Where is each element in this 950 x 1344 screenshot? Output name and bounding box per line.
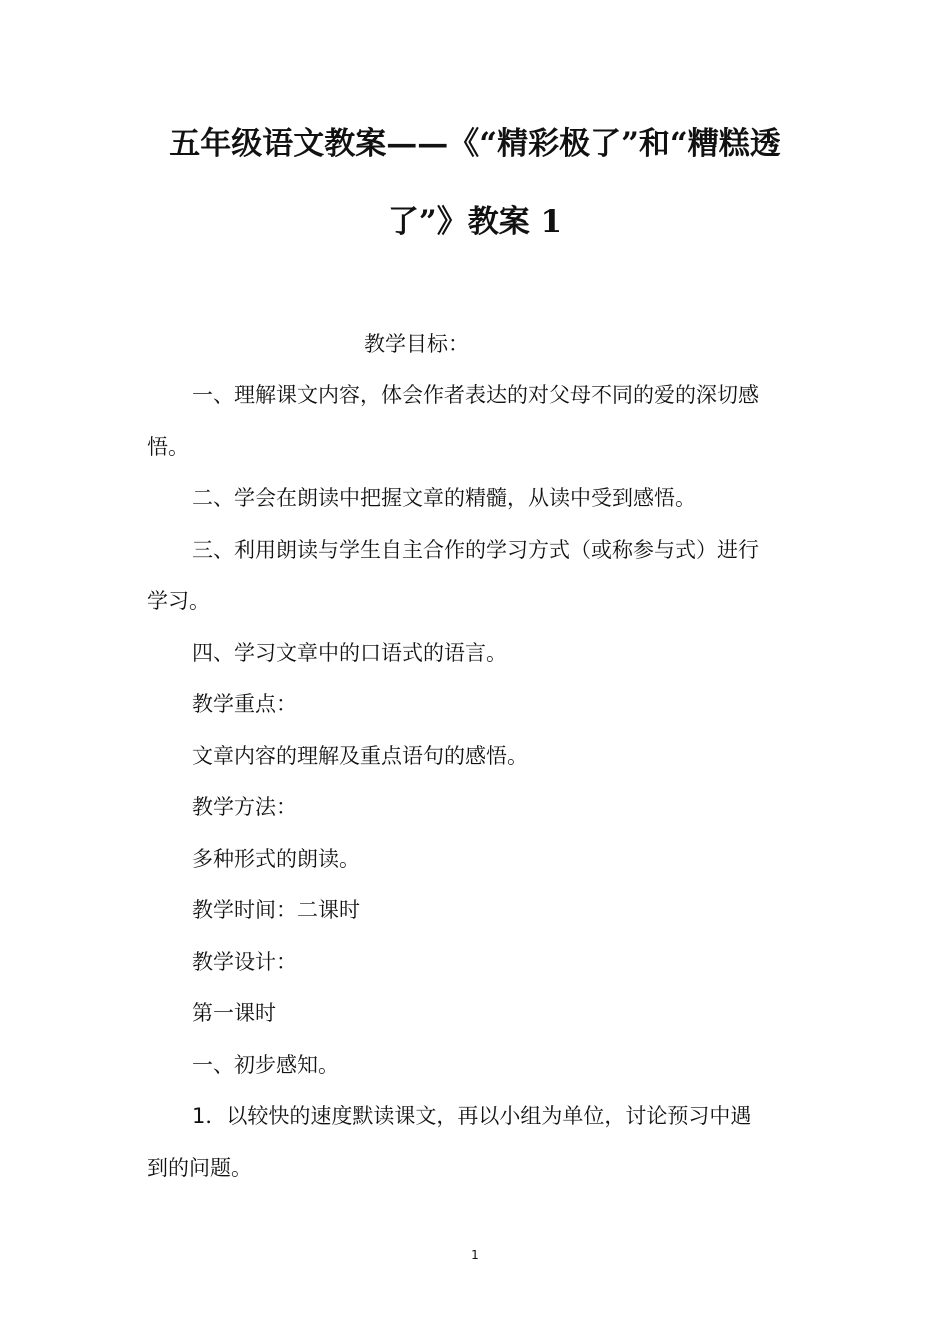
paragraph-goal-3-continued: 学习。 bbox=[147, 589, 210, 613]
paragraph-step-1: 一、初步感知。 bbox=[192, 1053, 339, 1077]
paragraph-goal-3: 三、利用朗读与学生自主合作的学习方式（或称参与式）进行 bbox=[192, 538, 759, 562]
paragraph-goal-2: 二、学会在朗读中把握文章的精髓，从读中受到感悟。 bbox=[192, 486, 696, 510]
section-heading-teaching-goals: 教学目标： bbox=[364, 332, 469, 356]
paragraph-goal-4: 四、学习文章中的口语式的语言。 bbox=[192, 641, 507, 665]
paragraph-teaching-time: 教学时间：二课时 bbox=[192, 898, 360, 922]
section-heading-key-points: 教学重点： bbox=[192, 692, 297, 716]
paragraph-step-1-1: 1．以较快的速度默读课文，再以小组为单位，讨论预习中遇 bbox=[192, 1104, 752, 1128]
page-number: 1 bbox=[471, 1248, 479, 1262]
section-heading-methods: 教学方法： bbox=[192, 795, 297, 819]
paragraph-step-1-1-continued: 到的问题。 bbox=[147, 1156, 252, 1180]
document-title-line-1: 五年级语文教案——《“精彩极了”和“糟糕透 bbox=[169, 126, 781, 162]
section-heading-design: 教学设计： bbox=[192, 950, 297, 974]
paragraph-goal-1-continued: 悟。 bbox=[147, 435, 189, 459]
paragraph-goal-1: 一、理解课文内容，体会作者表达的对父母不同的爱的深切感 bbox=[192, 383, 759, 407]
document-title-line-2: 了”》教案 1 bbox=[387, 204, 563, 240]
paragraph-methods: 多种形式的朗读。 bbox=[192, 847, 360, 871]
paragraph-key-points: 文章内容的理解及重点语句的感悟。 bbox=[192, 744, 528, 768]
section-heading-first-lesson: 第一课时 bbox=[192, 1001, 276, 1025]
